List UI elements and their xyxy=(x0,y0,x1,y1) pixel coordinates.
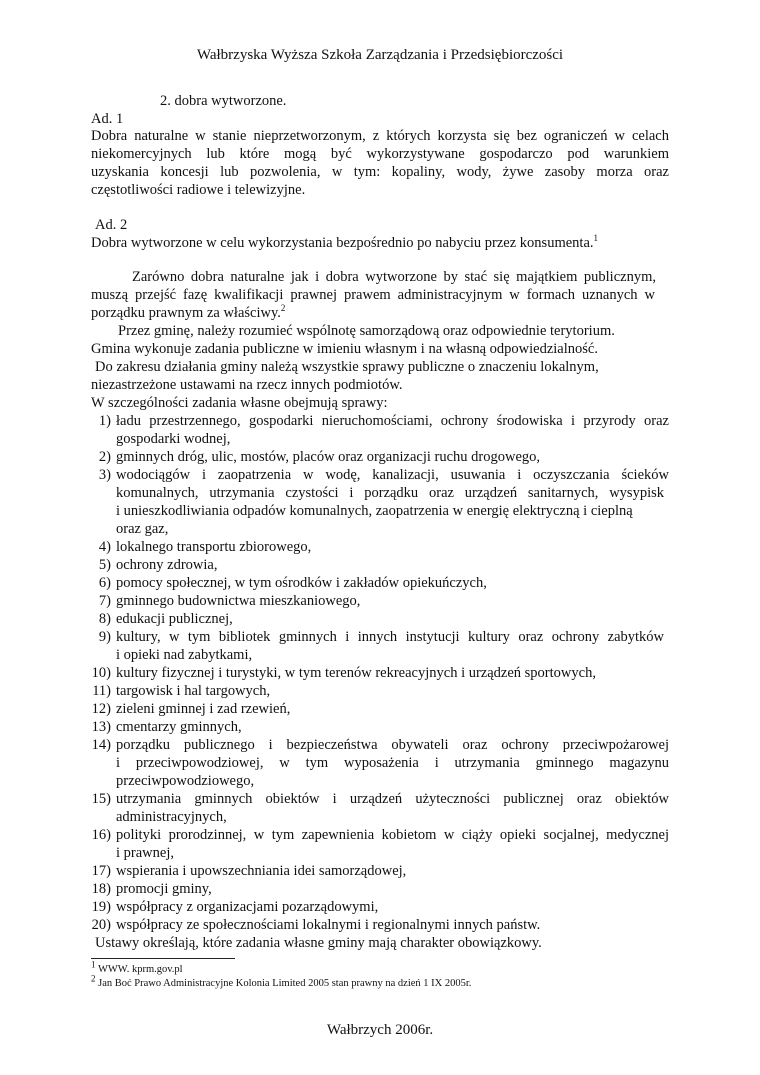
list-item-line: i unieszkodliwiania odpadów komunalnych, zaopatrzenia w energię elektryczną i cieplną xyxy=(116,503,633,519)
list-item-line: wspierania i upowszechniania idei samorządowej, xyxy=(116,863,407,879)
list-item-line: promocji gminy, xyxy=(116,881,212,897)
list-item-number: 9) xyxy=(98,629,111,645)
para1-line-3: porządku prawnym za właściwy. xyxy=(91,305,281,321)
footnote-separator xyxy=(91,958,235,959)
intro-list-item: 2. dobra wytworzone. xyxy=(160,93,287,109)
footnote-number: 2 xyxy=(91,973,96,984)
ad2-text: Dobra wytworzone w celu wykorzystania bezpośrednio po nabyciu przez konsumenta. xyxy=(91,235,594,251)
footnote-ref-1: 1 xyxy=(593,233,599,244)
list-item-line: przeciwpowodziowego, xyxy=(116,773,255,789)
ad1-line-3: uzyskania koncesji lub pozwolenia, w tym: kopaliny, wody, żywe zasoby morza oraz xyxy=(91,164,669,180)
list-item-line: i prawnej, xyxy=(116,845,174,861)
para1-line-2: muszą przejść fazę kwalifikacji prawnej prawem administracyjnym w formach uznanych w xyxy=(91,287,655,303)
list-item-number: 6) xyxy=(98,575,111,591)
para2-line-1: Przez gminę, należy rozumieć wspólnotę samorządową oraz odpowiednie terytorium. xyxy=(118,323,615,339)
list-item-line: edukacji publicznej, xyxy=(116,611,233,627)
footnote-text: WWW. kprm.gov.pl xyxy=(97,964,183,975)
list-item-number: 13) xyxy=(91,719,111,735)
list-item-line: oraz gaz, xyxy=(116,521,169,537)
list-item-line: komunalnych, utrzymania czystości i porządku oraz urządzeń sanitarnych, wysypisk xyxy=(116,485,664,501)
para2-line-3: Do zakresu działania gminy należą wszystkie sprawy publiczne o znaczeniu lokalnym, xyxy=(95,359,599,375)
page-header: Wałbrzyska Wyższa Szkoła Zarządzania i Przedsiębiorczości xyxy=(196,47,564,63)
list-item-line: gminnego budownictwa mieszkaniowego, xyxy=(116,593,361,609)
para1-line-3-wrap xyxy=(91,304,285,322)
ad2-text-line xyxy=(91,234,598,252)
list-item-line: administracyjnych, xyxy=(116,809,227,825)
list-item-number: 3) xyxy=(98,467,111,483)
list-item-line: wodociągów i zaopatrzenia w wodę, kanalizacji, usuwania i oczyszczania ścieków xyxy=(116,467,669,483)
list-item-number: 20) xyxy=(91,917,111,933)
list-item-number: 7) xyxy=(98,593,111,609)
footnote-number: 1 xyxy=(91,959,96,970)
list-item-line: ładu przestrzennego, gospodarki nieruchomościami, ochrony środowiska i przyrody oraz xyxy=(116,413,669,429)
list-item-line: współpracy z organizacjami pozarządowymi, xyxy=(116,899,379,915)
list-item-line: pomocy społecznej, w tym ośrodków i zakładów opiekuńczych, xyxy=(116,575,487,591)
footnote-text: Jan Boć Prawo Administracyjne Kolonia Limited 2005 stan prawny na dzień 1 IX 2005r. xyxy=(98,978,472,989)
list-item-line: i przeciwpowodziowej, w tym wyposażenia i utrzymania gminnego magazynu xyxy=(116,755,669,771)
list-item-line: lokalnego transportu zbiorowego, xyxy=(116,539,312,555)
list-item-number: 8) xyxy=(98,611,111,627)
page-footer: Wałbrzych 2006r. xyxy=(326,1022,434,1038)
ad2-label: Ad. 2 xyxy=(95,217,128,233)
footnote-ref-2: 2 xyxy=(280,303,286,314)
list-item-line: ochrony zdrowia, xyxy=(116,557,218,573)
list-item-line: gospodarki wodnej, xyxy=(116,431,231,447)
list-item-line: utrzymania gminnych obiektów i urządzeń użyteczności publicznej oraz obiektów xyxy=(116,791,669,807)
list-item-number: 11) xyxy=(92,683,111,699)
para1-line-1: Zarówno dobra naturalne jak i dobra wytworzone by stać się majątkiem publicznym, xyxy=(132,269,656,285)
list-item-number: 14) xyxy=(91,737,111,753)
list-item-line: współpracy ze społecznościami lokalnymi i regionalnymi innych państw. xyxy=(116,917,541,933)
list-item-number: 4) xyxy=(98,539,111,555)
list-item-number: 15) xyxy=(91,791,111,807)
list-item-line: polityki prorodzinnej, w tym zapewnienia kobietom w ciąży opieki socjalnej, medycznej xyxy=(116,827,669,843)
ad1-line-2: niekomercyjnych lub które mogą być wykorzystywane gospodarczo pod warunkiem xyxy=(91,146,669,162)
ad1-label: Ad. 1 xyxy=(91,111,124,127)
footnote-1 xyxy=(91,959,183,976)
list-item-line: porządku publicznego i bezpieczeństwa obywateli oraz ochrony przeciwpożarowej xyxy=(116,737,669,753)
list-item-number: 12) xyxy=(91,701,111,717)
list-item-line: cmentarzy gminnych, xyxy=(116,719,242,735)
list-item-line: kultury, w tym bibliotek gminnych i innych instytucji kultury oraz ochrony zabytków xyxy=(116,629,664,645)
ad1-line-4: częstotliwości radiowe i telewizyjne. xyxy=(91,182,306,198)
list-item-number: 10) xyxy=(91,665,111,681)
list-item-number: 2) xyxy=(98,449,111,465)
list-item-line: zieleni gminnej i zad rzewień, xyxy=(116,701,291,717)
list-item-line: targowisk i hal targowych, xyxy=(116,683,271,699)
para2-line-2: Gmina wykonuje zadania publiczne w imieniu własnym i na własną odpowiedzialność. xyxy=(91,341,598,357)
list-item-number: 16) xyxy=(91,827,111,843)
list-item-line: kultury fizycznej i turystyki, w tym terenów rekreacyjnych i urządzeń sportowych, xyxy=(116,665,596,681)
list-item-number: 1) xyxy=(98,413,111,429)
list-item-line: i opieki nad zabytkami, xyxy=(116,647,253,663)
list-item-number: 18) xyxy=(91,881,111,897)
list-item-number: 5) xyxy=(98,557,111,573)
list-item-number: 17) xyxy=(91,863,111,879)
footnote-2 xyxy=(91,973,472,990)
para2-line-4: niezastrzeżone ustawami na rzecz innych podmiotów. xyxy=(91,377,403,393)
list-item-line: gminnych dróg, ulic, mostów, placów oraz organizacji ruchu drogowego, xyxy=(116,449,541,465)
ad1-line-1: Dobra naturalne w stanie nieprzetworzonym, z których korzysta się bez ograniczeń w celach xyxy=(91,128,669,144)
para2-line-5: W szczególności zadania własne obejmują sprawy: xyxy=(91,395,388,411)
list-item-number: 19) xyxy=(91,899,111,915)
closing-sentence: Ustawy określają, które zadania własne gminy mają charakter obowiązkowy. xyxy=(95,935,542,951)
